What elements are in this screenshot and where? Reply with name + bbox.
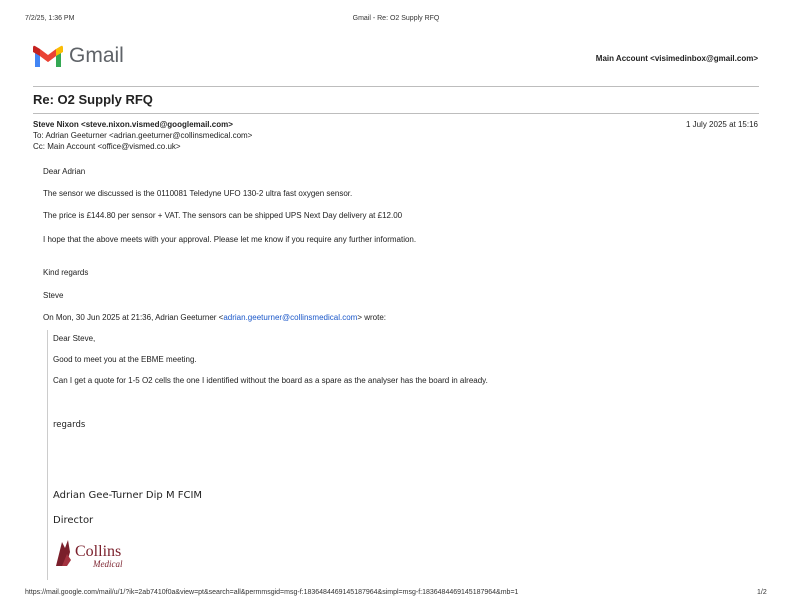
body-line-1: The sensor we discussed is the 0110081 Teledyne UFO 130-2 ultra fast oxygen sensor. bbox=[43, 189, 353, 198]
email-subject: Re: O2 Supply RFQ bbox=[33, 92, 153, 107]
print-footer-url: https://mail.google.com/mail/u/1/?ik=2ab7410f0a&view=pt&search=all&permmsgid=msg-f:1836484469145187964&simpl=msg-f:1836484469145187964&mb=1 bbox=[25, 589, 519, 596]
collins-logo-brand: Collins bbox=[75, 543, 122, 560]
body-line-3: I hope that the above meets with your approval. Please let me know if you require any further information. bbox=[43, 235, 417, 244]
header-divider bbox=[33, 86, 759, 87]
quote-attribution bbox=[43, 313, 386, 322]
gmail-m-icon bbox=[33, 45, 63, 68]
collins-logo-mark-icon bbox=[53, 536, 135, 570]
body-line-2: The price is £144.80 per sensor + VAT. The sensors can be shipped UPS Next Day delivery at £12.00 bbox=[43, 211, 403, 220]
account-label: Main Account <visimedinbox@gmail.com> bbox=[595, 54, 758, 63]
quote-greeting: Dear Steve, bbox=[53, 334, 96, 343]
email-from: Steve Nixon <steve.nixon.vismed@googlemail.com> bbox=[33, 120, 233, 129]
quote-attribution-suffix: > wrote: bbox=[357, 313, 386, 322]
gmail-wordmark: Gmail bbox=[69, 44, 124, 67]
signature-name: Adrian Gee-Turner Dip M FCIM bbox=[53, 490, 203, 501]
gmail-logo[interactable] bbox=[33, 44, 124, 68]
quote-attribution-email-link[interactable]: adrian.geeturner@collinsmedical.com bbox=[223, 313, 358, 322]
subject-divider bbox=[33, 113, 759, 114]
body-closing: Kind regards bbox=[43, 268, 89, 277]
body-signoff: Steve bbox=[43, 291, 64, 300]
body-greeting: Dear Adrian bbox=[43, 167, 86, 176]
collins-logo-sub: Medical bbox=[93, 559, 123, 569]
quote-line-2: Can I get a quote for 1-5 O2 cells the one I identified without the board as a spare as the analyser has the board in already. bbox=[53, 376, 488, 385]
collins-medical-logo bbox=[53, 536, 135, 575]
print-page-number: 1/2 bbox=[757, 589, 767, 596]
signature-role: Director bbox=[53, 515, 94, 526]
print-title: Gmail - Re: O2 Supply RFQ bbox=[352, 15, 440, 22]
email-cc: Cc: Main Account <office@vismed.co.uk> bbox=[33, 142, 181, 151]
email-date: 1 July 2025 at 15:16 bbox=[685, 120, 758, 129]
quote-bar bbox=[47, 330, 48, 580]
quote-line-1: Good to meet you at the EBME meeting. bbox=[53, 355, 197, 364]
quote-attribution-prefix: On Mon, 30 Jun 2025 at 21:36, Adrian Geeturner < bbox=[43, 313, 224, 322]
email-to: To: Adrian Geeturner <adrian.geeturner@collinsmedical.com> bbox=[33, 131, 253, 140]
print-datetime: 7/2/25, 1:36 PM bbox=[25, 15, 75, 22]
quote-closing: regards bbox=[53, 420, 86, 430]
